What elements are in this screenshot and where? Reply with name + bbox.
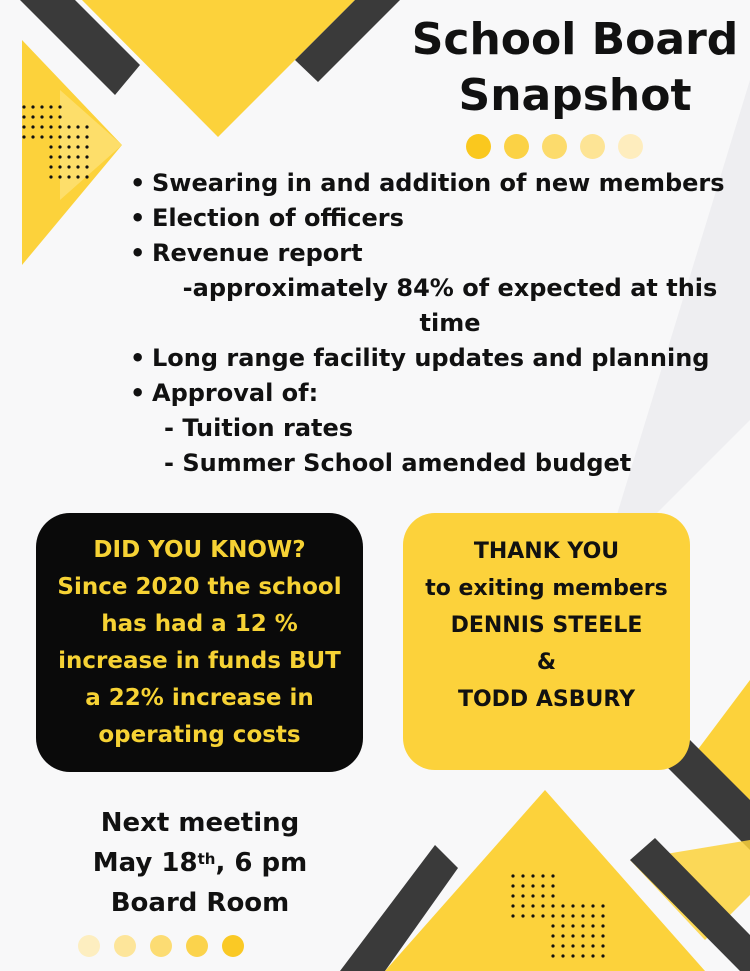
date-suffix: th bbox=[197, 850, 216, 868]
dot bbox=[618, 134, 643, 159]
did-you-know-box bbox=[36, 513, 363, 772]
next-meeting-location: Board Room bbox=[110, 888, 290, 918]
revenue-note: -approximately 84% of expected at this time bbox=[182, 274, 718, 337]
next-meeting bbox=[80, 803, 320, 923]
dot bbox=[504, 134, 529, 159]
did-you-know-line: increase in funds BUT bbox=[58, 647, 341, 674]
agenda-item: • Swearing in and addition of new members bbox=[130, 166, 730, 201]
thank-you-line: TODD ASBURY bbox=[457, 687, 636, 712]
agenda-item: • Long range facility updates and planning bbox=[130, 341, 730, 376]
bottom-dots bbox=[78, 935, 244, 957]
dot bbox=[542, 134, 567, 159]
did-you-know-line: a 22% increase in bbox=[85, 684, 314, 711]
thank-you-box bbox=[403, 513, 690, 770]
did-you-know-line: DID YOU KNOW? bbox=[93, 536, 306, 563]
dot bbox=[114, 935, 136, 957]
title-line-2: Snapshot bbox=[458, 70, 692, 121]
yellow-triangle-left-light bbox=[60, 90, 122, 200]
thank-you-line: THANK YOU bbox=[473, 539, 620, 564]
dot bbox=[222, 935, 244, 957]
next-meeting-label: Next meeting bbox=[100, 808, 300, 838]
approval-subitem: - Summer School amended budget bbox=[164, 449, 632, 477]
dot bbox=[150, 935, 172, 957]
next-meeting-date bbox=[80, 843, 320, 883]
thank-you-line: DENNIS STEELE bbox=[450, 613, 643, 638]
did-you-know-line: has had a 12 % bbox=[101, 610, 298, 637]
did-you-know-line: Since 2020 the school bbox=[57, 573, 342, 600]
agenda-item: • Election of officers bbox=[130, 201, 730, 236]
date-prefix: May 18 bbox=[92, 848, 198, 878]
approval-subitem: - Tuition rates bbox=[164, 414, 354, 442]
agenda-list bbox=[130, 166, 730, 481]
agenda-item: • Revenue report bbox=[130, 236, 730, 271]
thank-you-line: & bbox=[536, 650, 557, 675]
title-dots bbox=[466, 134, 643, 159]
dot bbox=[186, 935, 208, 957]
dot bbox=[466, 134, 491, 159]
thank-you-line: to exiting members bbox=[425, 576, 668, 601]
page-title bbox=[405, 12, 745, 124]
did-you-know-line: operating costs bbox=[98, 721, 301, 748]
dot bbox=[78, 935, 100, 957]
agenda-item: • Approval of: bbox=[130, 376, 730, 411]
title-line-1: School Board bbox=[411, 14, 739, 65]
date-rest: , 6 pm bbox=[215, 848, 308, 878]
dot bbox=[580, 134, 605, 159]
